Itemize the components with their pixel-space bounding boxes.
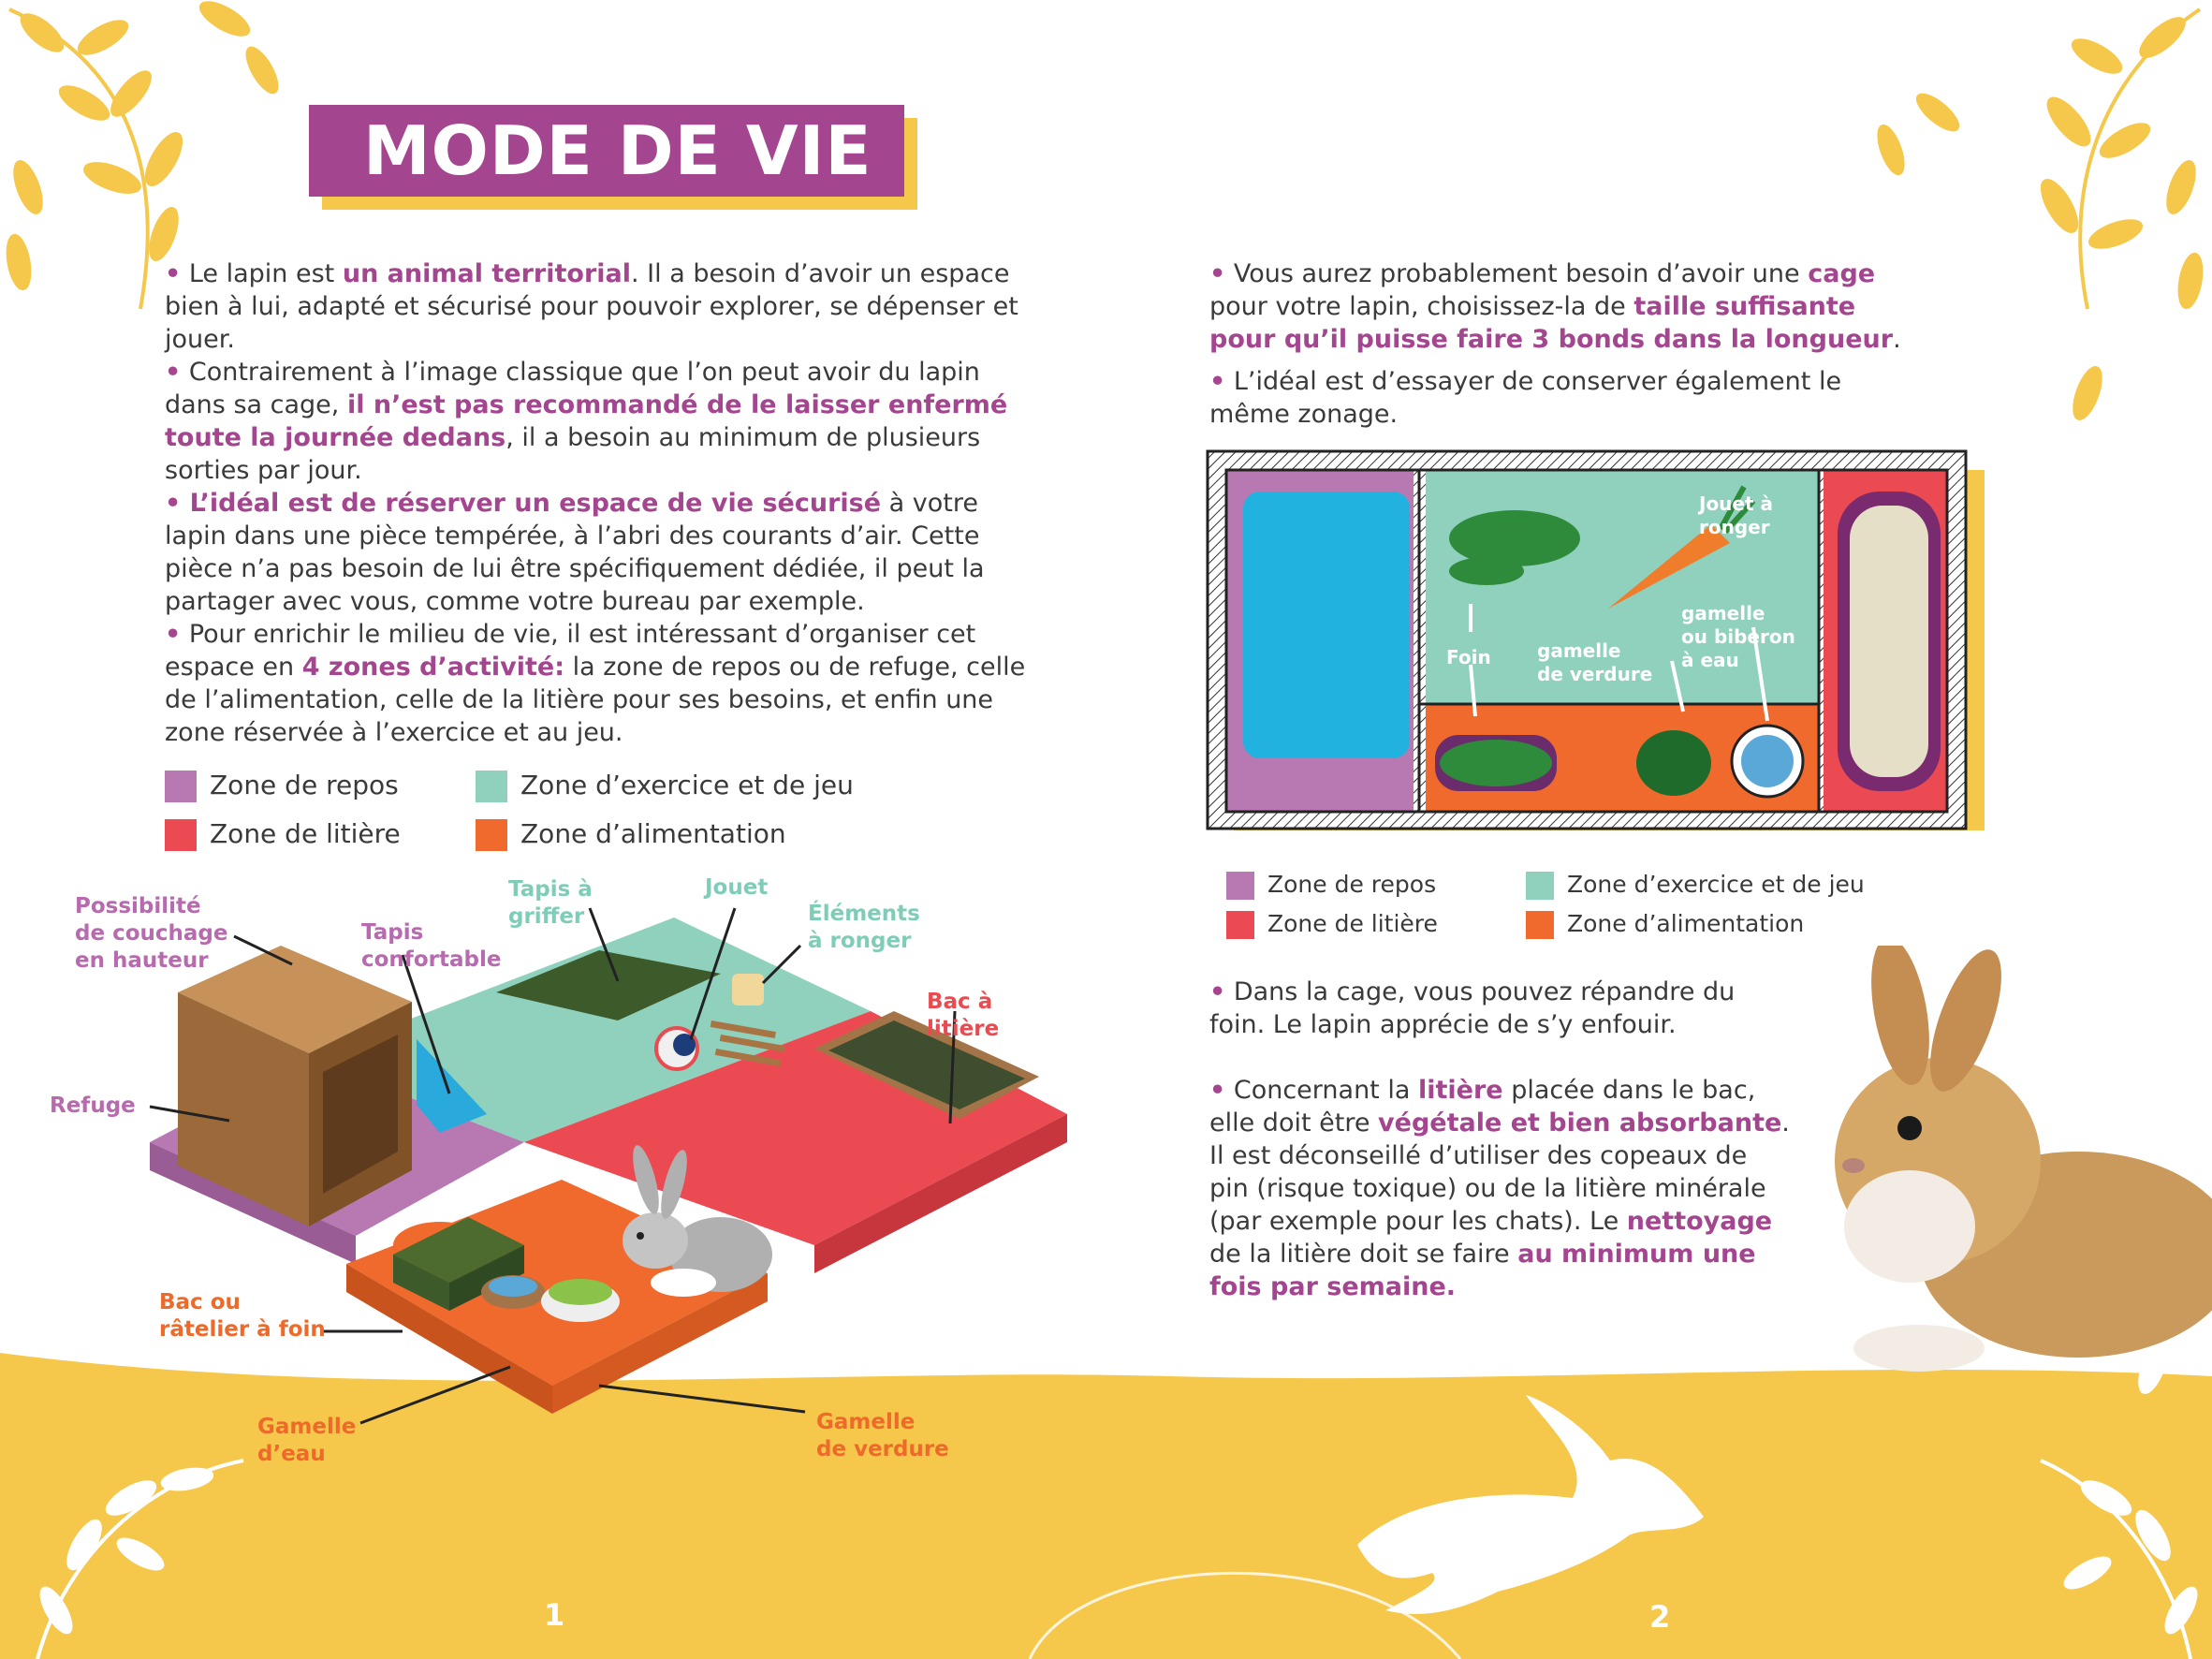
swatch2-litiere [1226,911,1254,939]
cage-hay-tray-icon [1435,735,1557,791]
label-tapis-griffer: Tapis à griffer [508,877,593,929]
legend-item-litiere: Zone de litière [165,818,401,851]
label-elements-ronger: Éléments à ronger [808,902,920,953]
left-paragraph-1: • Le lapin est un animal territorial. Il a besoin d’avoir un espace bien à lui, adapté et sécurisé pour pouvoir explorer, se dépenser et jouer. [165,259,1018,354]
chew-block-icon [732,974,764,1006]
leaf-branch-top-right-icon [1872,9,2206,423]
title-banner [309,105,908,206]
legend-item-alimentation: Zone d’alimentation [476,818,786,851]
swatch2-alimentation [1526,911,1554,939]
label-gamelle-verdure: Gamelle de verdure [816,1410,949,1461]
swatch-repos [165,771,197,802]
rabbit-photo [1797,946,2212,1386]
cage-label-eau: gamelle ou biberon à eau [1681,602,1795,671]
page-number-left: 1 [544,1597,565,1633]
legend2-item-repos: Zone de repos [1226,871,1436,900]
page-number-right: 2 [1649,1599,1671,1635]
legend2-item-exercice: Zone d’exercice et de jeu [1526,871,1865,900]
swatch2-exercice [1526,872,1554,900]
right-paragraph-1: • Vous aurez probablement besoin d’avoir une cage pour votre lapin, choisissez-la de taille suffisante pour qu’il puisse faire 3 bonds dans la longueur. [1209,259,1901,354]
right-text-block-bottom [1209,976,1790,1303]
cage-blue-mat-icon [1243,492,1410,758]
label-gamelle-eau: Gamelle d’eau [257,1415,357,1466]
label-jouet: Jouet [705,875,769,900]
right-text-block-top [1209,257,1921,431]
cage-label-foin: Foin [1446,646,1491,668]
page-title: MODE DE VIE [309,105,904,197]
left-paragraph-4: • Pour enrichir le milieu de vie, il est intéressant d’organiser cet espace en 4 zones d’activité: la zone de repos ou de refuge, celle de l’alimentation, celle de la litière pour ses besoins, et enfin une zone réservée à l’exercice et au jeu. [165,620,1026,747]
legend2-item-litiere: Zone de litière [1226,910,1438,939]
left-paragraph-2: • Contrairement à l’image classique que l’on peut avoir du lapin dans sa cage, il n’est pas recommandé de le laisser enfermé toute la journée dedans, il a besoin au minimum de plusieurs sorties par jour. [165,358,1008,485]
legend-item-repos: Zone de repos [165,770,399,802]
swatch2-repos [1226,872,1254,900]
left-text-block [165,257,1026,749]
label-refuge: Refuge [50,1094,136,1118]
cage-label-verdure: gamelle de verdure [1537,639,1653,685]
cage-water-bowl-icon [1732,726,1803,797]
swatch-exercice [476,771,507,802]
cage-greens-icon [1636,730,1711,796]
right-paragraph-3: • Dans la cage, vous pouvez répandre du foin. Le lapin apprécie de s’y enfouir. [1209,977,1736,1039]
right-paragraph-4: • Concernant la litière placée dans le bac, elle doit être végétale et bien absorbante. Il est déconseillé d’utiliser des copeaux de pin (risque toxique) ou de la litière minérale (par exemple pour les chats). Le nettoyage de la litière doit se faire au minimum une fois par semaine. [1209,1076,1790,1301]
label-tapis-confortable: Tapis confortable [361,920,502,972]
right-paragraph-2: • L’idéal est d’essayer de conserver également le même zonage. [1209,367,1842,429]
left-paragraph-3: • L’idéal est de réserver un espace de vie sécurisé à votre lapin dans une pièce tempérée, à l’abri des courants d’air. Cette pièce n’a pas besoin de lui être spécifiquement dédiée, il peut la partager avec vous, comme votre bureau par exemple. [165,489,985,616]
legend2-item-alimentation: Zone d’alimentation [1526,910,1804,939]
cage-label-jouet: Jouet à ronger [1699,492,1774,538]
label-ratelier: Bac ou râtelier à foin [159,1290,326,1342]
label-bac-litiere: Bac à litière [927,990,1000,1041]
legend-item-exercice: Zone d’exercice et de jeu [476,770,854,802]
label-couchage: Possibilité de couchage en hauteur [75,894,228,973]
